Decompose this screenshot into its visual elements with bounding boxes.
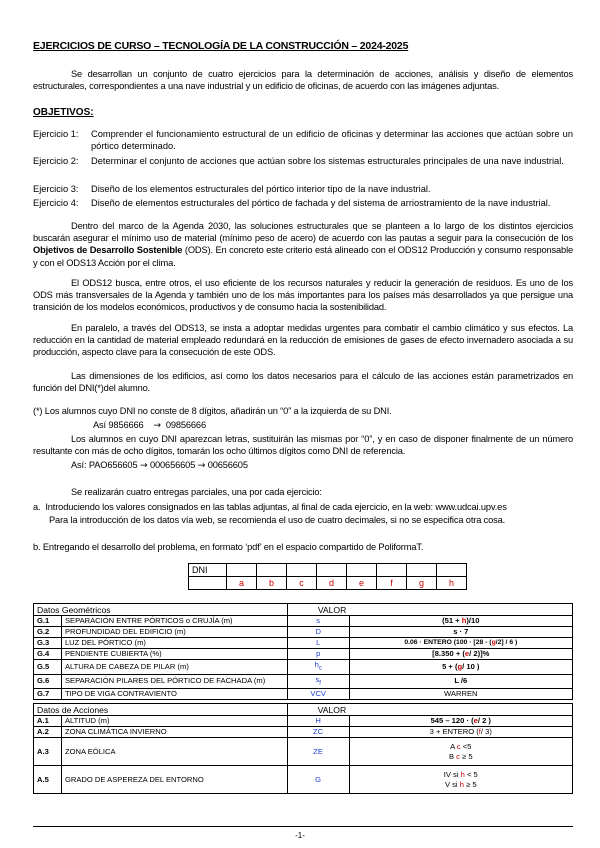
geometric-table-title: Datos Geométricos bbox=[34, 604, 288, 616]
ods13-paragraph: En paralelo, a través del ODS13, se insta a adoptar medidas urgentes para combatir el cambio climático y sus efectos. La reducción en la cantidad de material empleado redundará en la reducción de emisiones de gases de efecto invernadero asociada a su producción, aspecto clave para la consecución de este ODS. bbox=[33, 323, 573, 358]
actions-table-title: Datos de Acciones bbox=[34, 704, 288, 716]
document-title: EJERCICIOS DE CURSO – TECNOLOGÍA DE LA CONSTRUCCIÓN – 2024-2025 bbox=[33, 40, 409, 52]
dni-example-2: Así: PAO656605 → 000656605 → 00656605 bbox=[71, 460, 248, 471]
dni-letter-f: f bbox=[377, 577, 407, 590]
delivery-item-b: b. Entregando el desarrollo del problema, en formato ‘pdf’ en el espacio compartido de PoliformaT. bbox=[33, 542, 424, 552]
footer-divider bbox=[33, 826, 573, 827]
deliveries-paragraph: Se realizarán cuatro entregas parciales, una por cada ejercicio: bbox=[71, 487, 322, 497]
letters-note: Los alumnos en cuyo DNI aparezcan letras, sustituirán las mismas por “0”, y en caso de disponer finalmente de un número resultante con más de ocho dígitos, tomarán los ocho últimos dígitos como DNI de referencia. bbox=[33, 434, 573, 457]
exercise-label: Ejercicio 4: bbox=[33, 198, 79, 208]
dni-letter-c: c bbox=[287, 577, 317, 590]
page-number: -1- bbox=[295, 831, 305, 840]
exercise-text: Determinar el conjunto de acciones que actúan sobre los sistemas estructurales principales de una nave industrial. bbox=[91, 156, 564, 166]
dni-letter-b: b bbox=[257, 577, 287, 590]
table-row: G.4 PENDIENTE CUBIERTA (%) p [8.350 + (e/ 2)]% bbox=[34, 649, 573, 660]
exercise-label: Ejercicio 1: bbox=[33, 129, 79, 139]
dni-note: (*) Los alumnos cuyo DNI no conste de 8 dígitos, añadirán un “0” a la izquierda de su DNI. bbox=[33, 406, 392, 416]
dni-letter-a: a bbox=[227, 577, 257, 590]
dni-letter-d: d bbox=[317, 577, 347, 590]
table-row: G.7 TIPO DE VIGA CONTRAVIENTO VCV WARREN bbox=[34, 689, 573, 700]
table-row: G.6 SEPARACIÓN PILARES DEL PÓRTICO DE FACHADA (m) $s_f$ L /6 bbox=[34, 674, 573, 689]
dni-letter-e: e bbox=[347, 577, 377, 590]
delivery-item-a-note: Para la introducción de los datos vía web, se recomienda el uso de cuatro decimales, si no se especifica otra cosa. bbox=[49, 515, 506, 525]
dni-table bbox=[188, 563, 467, 590]
table-row: G.3 LUZ DEL PÓRTICO (m) L 0.06 · ENTERO (100 · [28 - (g/2] / 6 ) bbox=[34, 638, 573, 649]
table-row: A.3 ZONA EÓLICA ZE A c <5 B c ≥ 5 bbox=[34, 738, 573, 766]
exercise-text: Diseño de elementos estructurales del pórtico de fachada y del sistema de arriostramiento de la nave industrial. bbox=[91, 198, 551, 208]
dni-letter-g: g bbox=[407, 577, 437, 590]
geometric-value-header: VALOR bbox=[287, 604, 572, 616]
objectives-heading: OBJETIVOS: bbox=[33, 107, 94, 118]
actions-data-table bbox=[33, 703, 573, 794]
geometric-data-table bbox=[33, 603, 573, 700]
dni-letter-h: h bbox=[437, 577, 467, 590]
exercise-item bbox=[33, 129, 573, 153]
agenda-paragraph: Dentro del marco de la Agenda 2030, las soluciones estructurales que se planteen a lo largo de los distintos ejercicios buscarán asegurar el mínimo uso de material (mínimo peso de acero) de acuerdo con las pautas a seguir para la consecución de los Objetivos de Desarrollo Sostenible (ODS). En concreto este criterio está alineado con el ODS12 Producción y consumo responsable y con el ODS13 Acción por el clima. bbox=[33, 221, 574, 268]
exercise-text: Comprender el funcionamiento estructural de un edificio de oficinas y determinar las acciones que actúan sobre un pórtico determinado. bbox=[91, 129, 573, 151]
table-row: A.1 ALTITUD (m) H 545 – 120 · (e/ 2 ) bbox=[34, 716, 573, 727]
table-row: A.5 GRADO DE ASPEREZA DEL ENTORNO G IV si h < 5 V si h ≥ 5 bbox=[34, 766, 573, 794]
exercise-item bbox=[33, 156, 573, 180]
exercise-label: Ejercicio 2: bbox=[33, 156, 79, 166]
table-row: G.2 PROFUNDIDAD DEL EDIFICIO (m) D s · 7 bbox=[34, 627, 573, 638]
intro-paragraph: Se desarrollan un conjunto de cuatro ejercicios para la determinación de acciones, análisis y diseño de elementos estructurales, correspondientes a una nave industrial y un edificio de oficinas, de acuerdo con las imágenes adjuntas. bbox=[33, 69, 573, 92]
dni-example-1: Así 9856666 → 09856666 bbox=[93, 420, 206, 431]
table-row: A.2 ZONA CLIMÁTICA INVIERNO ZC 3 + ENTERO (f/ 3) bbox=[34, 727, 573, 738]
exercise-text: Diseño de los elementos estructurales del pórtico interior tipo de la nave industrial. bbox=[91, 184, 431, 194]
dimensions-paragraph: Las dimensiones de los edificios, así como los datos necesarios para el cálculo de las acciones están parametrizados en función del DNI(*)del alumno. bbox=[33, 371, 573, 394]
exercise-item bbox=[33, 184, 573, 196]
exercise-item bbox=[33, 198, 573, 210]
exercise-label: Ejercicio 3: bbox=[33, 184, 79, 194]
actions-value-header: VALOR bbox=[287, 704, 572, 716]
dni-label: DNI bbox=[189, 564, 227, 577]
ods12-paragraph: El ODS12 busca, entre otros, el uso eficiente de los recursos naturales y reducir la generación de residuos. Es uno de los ODS más transversales de la Agenda y también uno de los más importantes para los países más desarrollados ya que persigue una transición de los modelos económicos, productivos y de consumo hacia la sostenibilidad. bbox=[33, 278, 573, 313]
table-row: G.5 ALTURA DE CABEZA DE PILAR (m) $h_c$ 5 + (g/ 10 ) bbox=[34, 660, 573, 675]
delivery-item-a: a. Introduciendo los valores consignados en las tablas adjuntas, al final de cada ejercicio, en la web: www.udcai.upv.es bbox=[33, 502, 507, 512]
ods-emphasis: Objetivos de Desarrollo Sostenible bbox=[33, 245, 183, 256]
table-row: G.1 SEPARACIÓN ENTRE PÓRTICOS o CRUJÍA (m) s (51 + h)/10 bbox=[34, 616, 573, 627]
